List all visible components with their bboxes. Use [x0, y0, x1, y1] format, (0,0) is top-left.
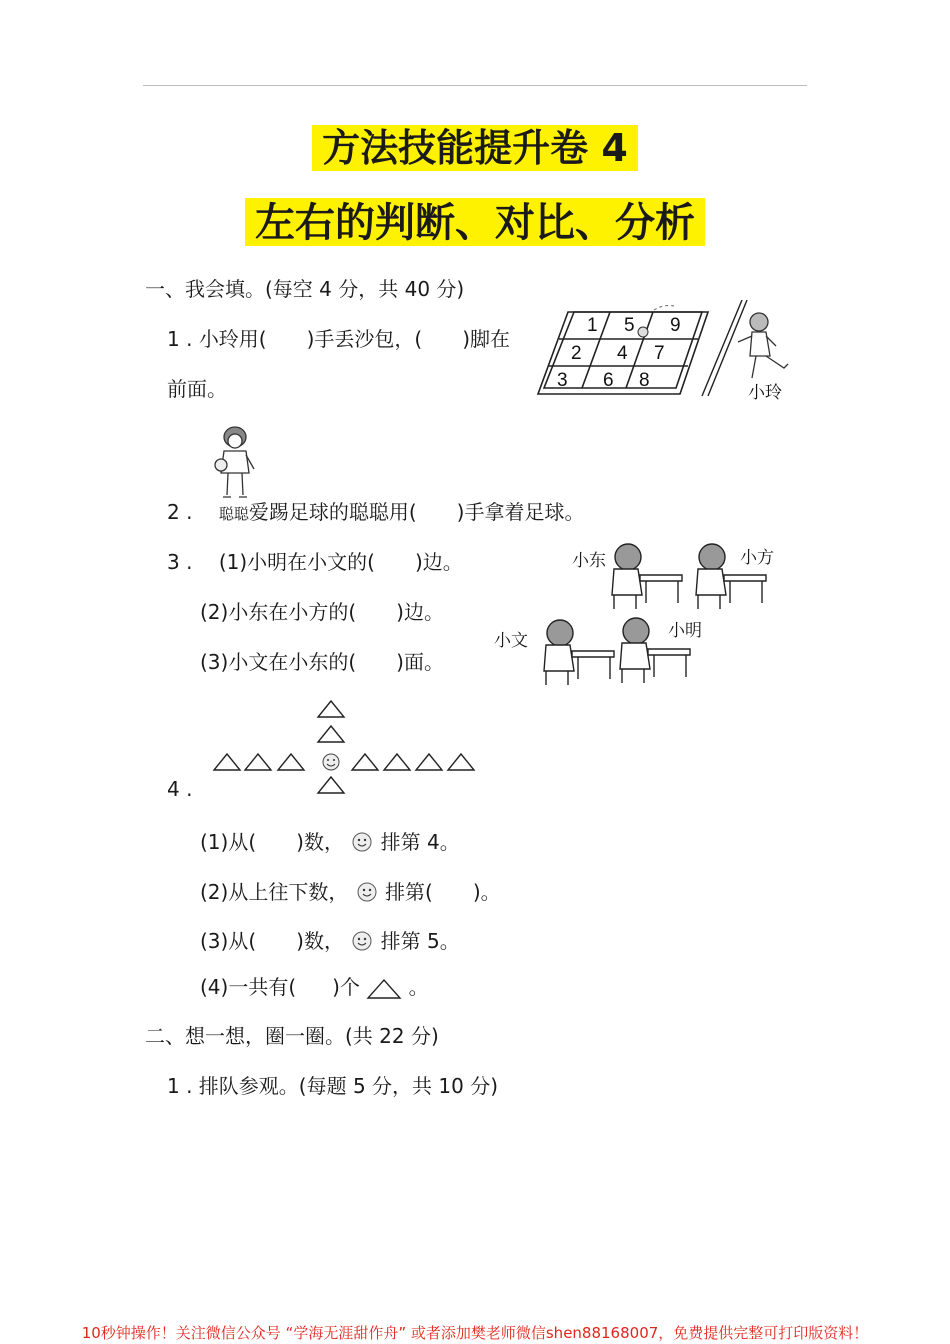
grid-number: 1 — [587, 315, 598, 336]
q3-line3: (3)小文在小东的( )面。 — [200, 650, 444, 674]
congcong-label: 聪聪 — [218, 505, 249, 523]
grid-number: 2 — [571, 343, 582, 364]
smiley-icon — [323, 754, 339, 770]
triangle-icon — [318, 726, 344, 742]
grid-number: 3 — [557, 370, 568, 391]
q4-line3: (3)从( )数， 排第 5。 — [200, 929, 460, 953]
boy-congcong-icon — [210, 425, 260, 503]
page-subtitle: 左右的判断、对比、分析 — [0, 198, 950, 246]
triangle-arrangement-figure — [205, 695, 485, 800]
xiaoling-label: 小玲 — [748, 383, 782, 403]
page-title: 方法技能提升卷 4 — [0, 125, 950, 171]
q1-line2: 前面。 — [167, 377, 227, 401]
label-xiaofang: 小方 — [740, 548, 774, 568]
smiley-icon — [350, 832, 374, 856]
section1-heading: 一、我会填。(每空 4 分，共 40 分) — [145, 277, 465, 301]
grid-number: 8 — [639, 370, 650, 391]
q4-line4: (4)一共有( )个 。 — [200, 975, 429, 999]
grid-number: 7 — [654, 343, 665, 364]
top-rule — [143, 85, 807, 86]
triangle-icon — [352, 754, 378, 770]
triangle-icon — [366, 978, 402, 1000]
hopscotch-grid-figure — [530, 300, 810, 410]
q3-line1: 3 . (1)小明在小文的( )边。 — [167, 550, 463, 574]
label-xiaodong: 小东 — [572, 551, 606, 571]
smiley-icon — [350, 931, 374, 955]
triangle-icon — [318, 777, 344, 793]
q4-line1: (1)从( )数， 排第 4。 — [200, 830, 460, 854]
q2-line: 2 . 聪聪爱踢足球的聪聪用( )手拿着足球。 — [167, 500, 585, 524]
q3-line2: (2)小东在小方的( )边。 — [200, 600, 444, 624]
label-xiaowen: 小文 — [494, 631, 528, 651]
grid-number: 6 — [603, 370, 614, 391]
student-xiaodong-icon — [612, 544, 682, 609]
triangle-icon — [448, 754, 474, 770]
triangle-icon — [384, 754, 410, 770]
student-xiaowen-icon — [544, 620, 614, 685]
label-xiaoming: 小明 — [668, 621, 702, 641]
triangle-icon — [278, 754, 304, 770]
grid-number: 4 — [617, 343, 628, 364]
triangle-icon — [318, 701, 344, 717]
triangle-icon — [245, 754, 271, 770]
grid-number: 9 — [670, 315, 681, 336]
sandbag-icon — [638, 327, 648, 337]
triangle-icon — [416, 754, 442, 770]
footer-promo: 10秒钟操作！关注微信公众号 “学海无涯甜作舟” 或者添加樊老师微信shen88168007，免费提供完整可打印版资料！ — [81, 1324, 869, 1342]
q4-line2: (2)从上往下数， 排第( )。 — [200, 880, 501, 904]
section2-q1: 1 . 排队参观。(每题 5 分，共 10 分) — [167, 1074, 499, 1098]
section2-heading: 二、想一想，圈一圈。(共 22 分) — [145, 1024, 439, 1048]
smiley-icon — [355, 882, 379, 906]
q4-num: 4 . — [167, 777, 193, 801]
q1-line1: 1 . 小玲用( )手丢沙包，( )脚在 — [167, 327, 511, 351]
triangle-icon — [214, 754, 240, 770]
grid-number: 5 — [624, 315, 635, 336]
girl-xiaoling-icon — [738, 313, 788, 378]
